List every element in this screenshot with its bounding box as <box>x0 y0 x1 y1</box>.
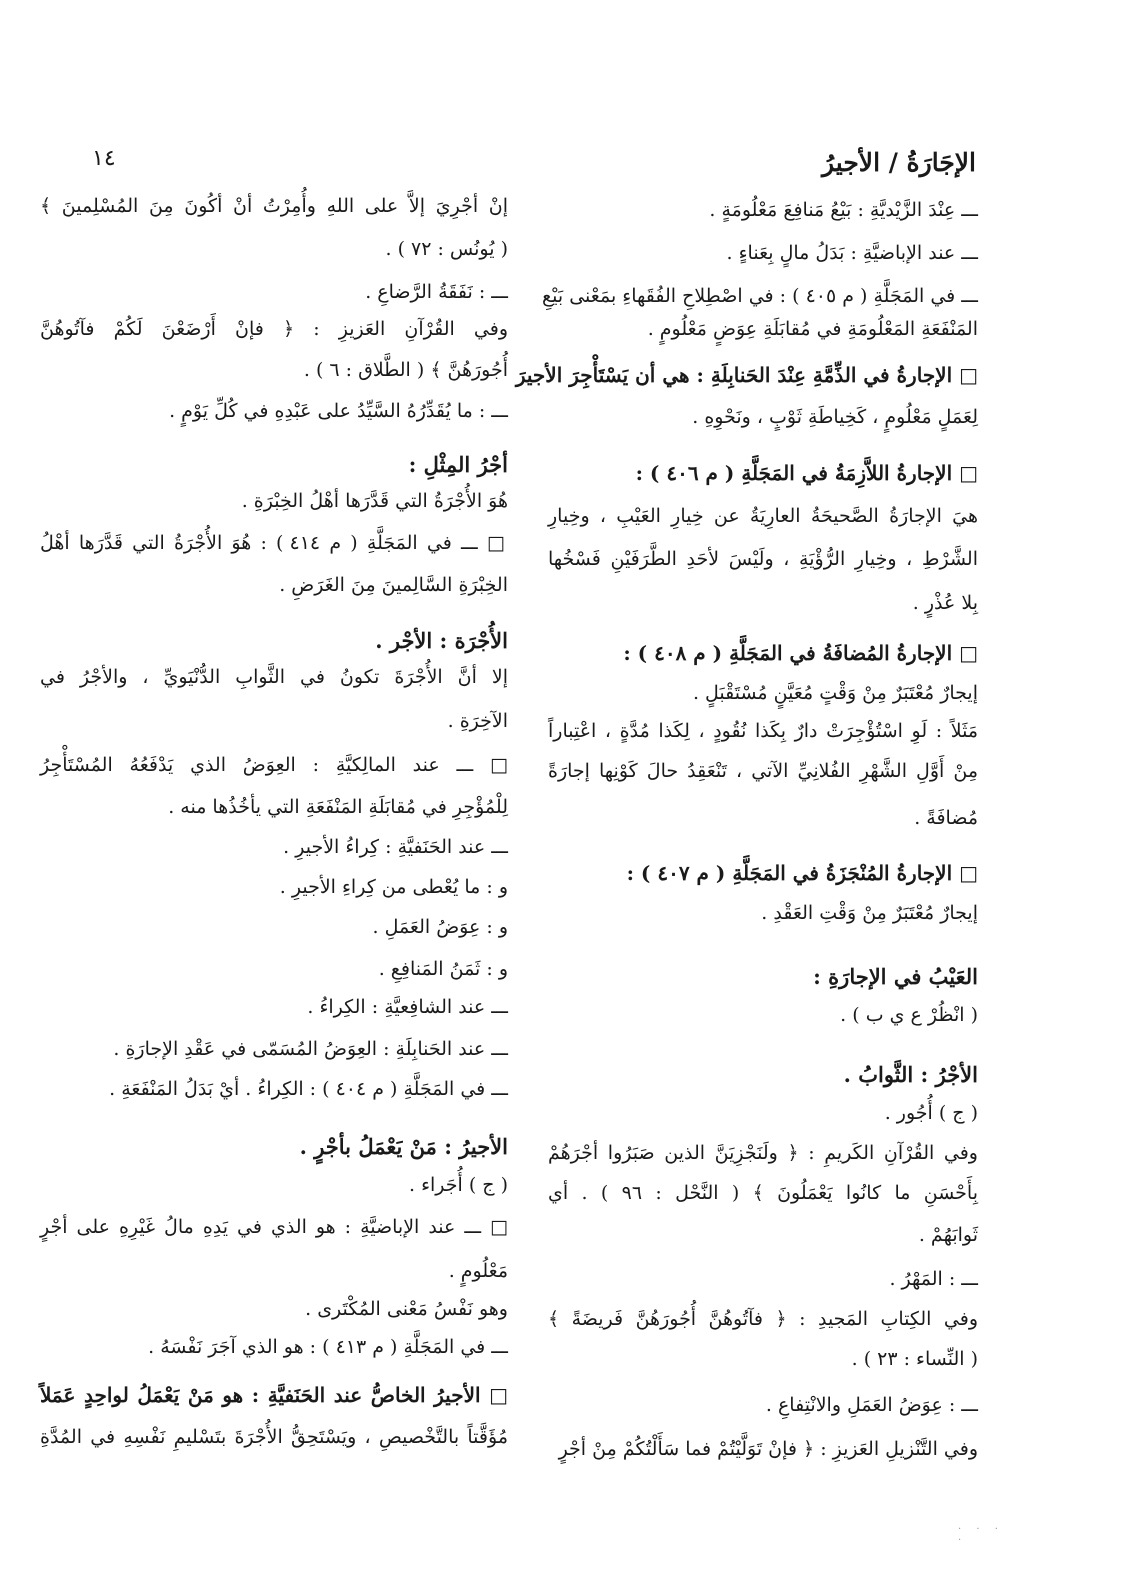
left-column-line: مَعْلُومٍ . <box>448 1260 508 1282</box>
right-column-line: مُضافَةً . <box>914 807 978 829</box>
right-column-line: بِلا عُذْرٍ . <box>912 592 978 614</box>
right-column-line: ـــ : عِوَضُ العَمَلِ والانْتِفاعِ . <box>765 1394 978 1416</box>
running-header: الإجَارَةُ / الأجيرُ <box>822 148 976 177</box>
left-column-line: □ ـــ عند المالِكيَّةِ : العِوَضُ الذي يَدْفَعُهُ المُسْتَأْجِرُ <box>40 754 508 776</box>
right-column-line: ـــ في المَجَلَّةِ ( م ٤٠٥ ) : في اصْطِلاحِ الفُقَهاءِ بمَعْنى بَيْعِ <box>542 285 978 307</box>
right-column-line: المَنْفَعَةِ المَعْلُومَةِ في مُقابَلَةِ عِوَضٍ مَعْلُومٍ . <box>647 318 978 340</box>
right-column-line: الأجْرُ : الثَّوابُ . <box>843 1062 978 1087</box>
left-column-line: مُؤَقَّتاً بالتَّخْصيصِ ، ويَسْتَحِقُّ الأُجْرَةَ بتَسْليمِ نَفْسِهِ في المُدَّةِ <box>40 1426 508 1448</box>
right-column-line: إيجارٌ مُعْتَبَرٌ مِنْ وَقْتٍ مُعَيَّنٍ مُسْتَقْبَلٍ . <box>692 682 978 704</box>
left-column-line: ـــ عند الحَنابِلَةِ : العِوَضُ المُسَمّى في عَقْدِ الإجارَةِ . <box>113 1038 508 1060</box>
left-column-line: ـــ : ما يُقَدِّرُهُ السَّيِّدُ على عَبْدِهِ في كُلِّ يَوْمٍ . <box>169 400 508 422</box>
scan-speckle: · · · · <box>958 1524 1004 1546</box>
right-column-line: هيَ الإجارَةُ الصَّحيحَةُ العارِيَةُ عن خِيارِ العَيْبِ ، وخِيارِ <box>548 505 978 527</box>
right-column-line: لِعَمَلٍ مَعْلُومٍ ، كَخِياطَةِ ثَوْبٍ ، ونَحْوِهِ . <box>692 406 978 428</box>
left-column-line: ( ج ) أُجَراء . <box>408 1174 508 1196</box>
left-column-line: ـــ في المَجَلَّةِ ( م ٤١٣ ) : هو الذي آجَرَ نَفْسَهُ . <box>148 1336 508 1358</box>
right-column-line: □ الإجارةُ المُضافَةُ في المَجَلَّةِ ( م ٤٠٨ ) : <box>623 641 978 665</box>
right-column-line: ( انْظُرْ ع ي ب ) . <box>840 1004 978 1026</box>
left-column-line: ـــ في المَجَلَّةِ ( م ٤٠٤ ) : الكِراءُ . أيْ بَدَلُ المَنْفَعَةِ . <box>109 1078 508 1100</box>
right-column-line: إيجارٌ مُعْتَبَرٌ مِنْ وَقْتِ العَقْدِ . <box>761 902 978 924</box>
right-column-line: مَثَلاً : لَوِ اسْتُؤْجِرَتْ دارٌ بِكَذا نُقُودٍ ، لِكَذا مُدَّةٍ ، اعْتِباراً <box>548 720 978 742</box>
right-column-line: ـــ عند الإباضيَّةِ : بَدَلُ مالٍ بِعَناءٍ . <box>726 242 978 264</box>
right-column-line: وفي القُرْآنِ الكَريمِ : ﴿ ولَنَجْزِيَنَّ الذين صَبَرُوا أجْرَهُمْ <box>548 1142 978 1164</box>
right-column-line: ثَوابَهُمْ . <box>918 1224 978 1246</box>
right-column-line: □ الإجارةُ اللاَّزِمَةُ في المَجَلَّةِ ( م ٤٠٦ ) : <box>635 461 978 485</box>
left-column-line: هُوَ الأُجْرَةُ التي قَدَّرَها أهْلُ الخِبْرَةِ . <box>241 490 508 512</box>
right-column-line: العَيْبُ في الإجارَةِ : <box>813 964 978 989</box>
left-column-line: ـــ عند الشافِعيَّةِ : الكِراءُ . <box>307 996 508 1018</box>
left-column-line: الآخِرَةِ . <box>447 710 508 732</box>
right-column-line: بِأَحْسَنِ ما كانُوا يَعْمَلُونَ ﴾ ( النَّحْل : ٩٦ ) . أي <box>548 1182 978 1204</box>
left-column-line: وفي القُرْآنِ العَزيزِ : ﴿ فإنْ أَرْضَعْنَ لَكُمْ فآتُوهُنَّ <box>40 318 508 340</box>
left-column-line: الأُجْرَة : الأجْر . <box>375 628 508 653</box>
left-column-line: الخِبْرَةِ السَّالِمينَ مِنَ الغَرَضِ . <box>279 574 508 596</box>
left-column-line: □ الأجيرُ الخاصُّ عند الحَنَفيَّةِ : هو مَنْ يَعْمَلُ لواحِدٍ عَمَلاً <box>40 1383 508 1407</box>
right-column-line: ( ج ) أُجُور . <box>884 1102 978 1124</box>
left-column-line: أُجُورَهُنَّ ﴾ ( الطَّلاق : ٦ ) . <box>303 359 508 381</box>
left-column-line: ـــ عند الحَنَفيَّةِ : كِراءُ الأجيرِ . <box>283 836 508 858</box>
left-column-line: أجْرُ المِثْلِ : <box>408 452 508 477</box>
left-column-line: □ ـــ عند الإباضيَّةِ : هو الذي في يَدِهِ مالُ غَيْرِهِ على أجْرٍ <box>40 1216 508 1238</box>
right-column-line: ـــ عِنْدَ الزَّيْديَّةِ : بَيْعُ مَنافِعَ مَعْلُومَةٍ . <box>709 199 978 221</box>
left-column-line: و : ما يُعْطى من كِراءِ الأجيرِ . <box>279 876 508 898</box>
left-column-line: و : عِوَضُ العَمَلِ . <box>372 916 508 938</box>
right-column-line: □ الإجارةُ في الذِّمَّةِ عِنْدَ الحَنابِلَةِ : هي أن يَسْتَأْجِرَ الأجيرَ <box>515 363 978 387</box>
right-column-line: □ الإجارةُ المُنْجَزَةُ في المَجَلَّةِ ( م ٤٠٧ ) : <box>626 861 978 885</box>
left-column-line: ( يُونُس : ٧٢ ) . <box>385 238 508 260</box>
left-column-line: ـــ : نَفَقَةُ الرَّضاعِ . <box>365 281 508 303</box>
page-number: ١٤ <box>92 146 116 171</box>
left-column-line: إلا أنَّ الأُجْرَةَ تكونُ في الثَّوابِ الدُّنْيَويِّ ، والأجْرُ في <box>40 666 508 688</box>
left-column-line: الأجيرُ : مَنْ يَعْمَلُ بأجْرٍ . <box>299 1134 508 1159</box>
right-column-line: ـــ : المَهْرُ . <box>889 1268 978 1290</box>
left-column-line: لِلْمُؤْجِرِ في مُقابَلَةِ المَنْفَعَةِ التي يأخُذُها منه . <box>168 796 508 818</box>
right-column-line: مِنْ أَوَّلِ الشَّهْرِ الفُلانِيِّ الآتي ، تَنْعَقِدُ حالَ كَوْنِها إجارَةً <box>548 760 978 782</box>
right-column-line: ( النِّساء : ٢٣ ) . <box>851 1348 978 1370</box>
left-column-line: و : ثَمَنُ المَنافِعِ . <box>378 958 508 980</box>
right-column-line: الشَّرْطِ ، وخِيارِ الرُّؤْيَةِ ، ولَيْسَ لأحَدِ الطَّرَفَيْنِ فَسْخُها <box>548 548 978 570</box>
left-column-line: وهو نَفْسُ مَعْنى المُكْتَرى . <box>305 1298 508 1320</box>
right-column-line: وفي الكِتابِ المَجيدِ : ﴿ فآتُوهُنَّ أُجُورَهُنَّ فَريضَةً ﴾ <box>548 1308 978 1330</box>
left-column-line: إنْ أجْرِيَ إلاَّ على اللهِ وأُمِرْتُ أنْ أكُونَ مِنَ المُسْلِمينَ ﴾ <box>40 195 508 217</box>
right-column-line: وفي التَّنْزيلِ العَزيزِ : ﴿ فإنْ تَوَلَّيْتُمْ فما سَأَلْتُكُمْ مِنْ أجْرٍ <box>558 1438 978 1460</box>
left-column-line: □ ـــ في المَجَلَّةِ ( م ٤١٤ ) : هُوَ الأُجْرَةُ التي قَدَّرَها أهْلُ <box>40 532 508 554</box>
